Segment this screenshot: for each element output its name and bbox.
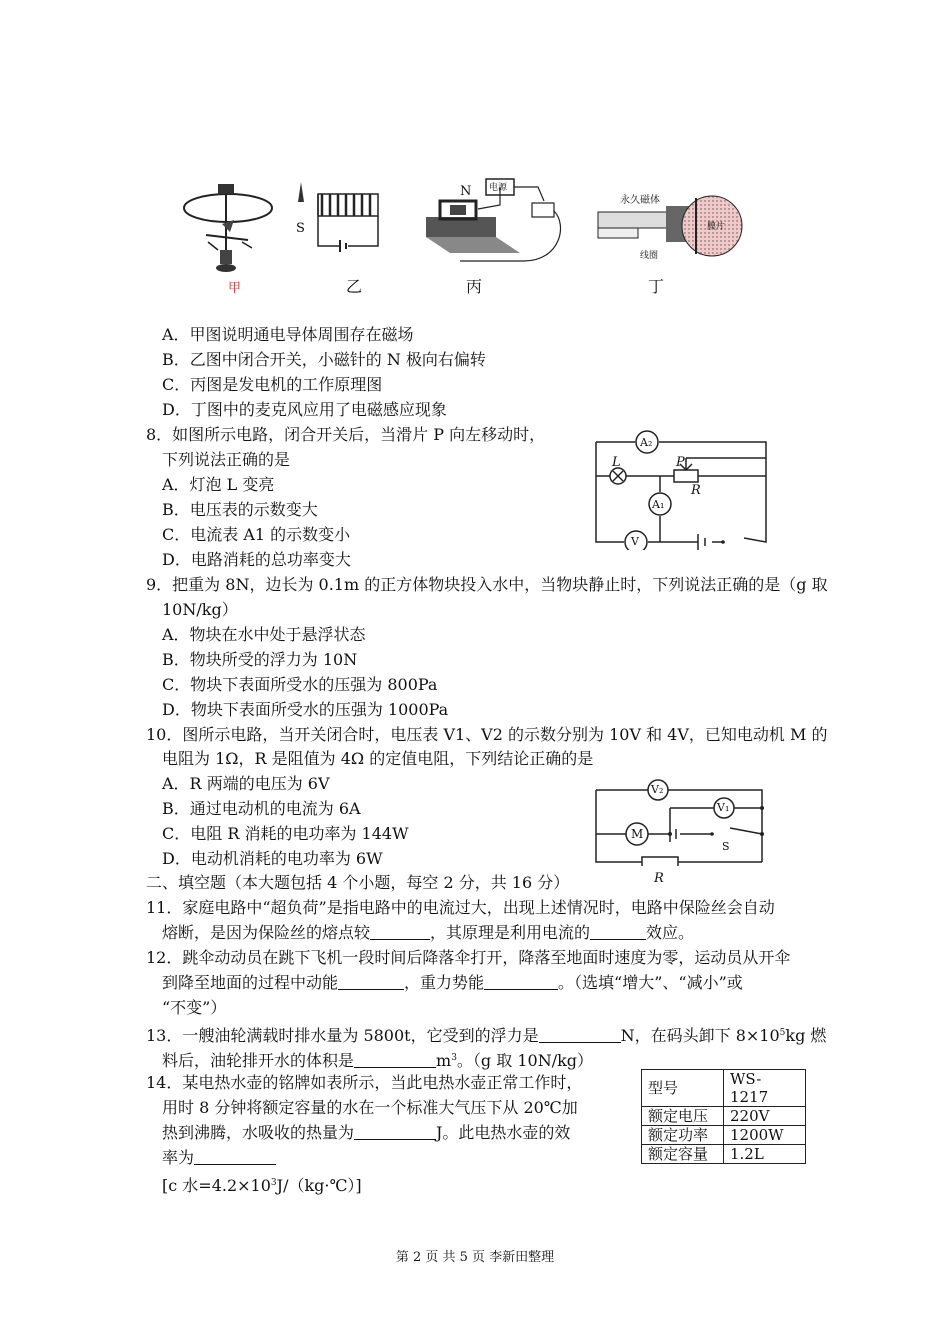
q12-blank-2[interactable] xyxy=(484,974,558,990)
q13-line2 xyxy=(162,1047,593,1072)
q8-lamp-label: L xyxy=(612,455,621,470)
q12-line1: 12．跳伞动动员在跳下飞机一段时间后降落伞打开，降落至地面时速度为零，运动员从开伞 xyxy=(146,948,791,967)
q12-text-c: 。（选填“增大”、“减小”或 xyxy=(558,973,743,992)
q8-stem-line1: 8．如图所示电路，闭合开关后，当滑片 P 向左移动时， xyxy=(146,425,546,444)
spec-key: 额定功率 xyxy=(642,1126,724,1145)
q14-text-a: 热到沸腾，水吸收的热量为 xyxy=(162,1123,355,1142)
q13-line1 xyxy=(146,1022,826,1047)
q12-blank-1[interactable] xyxy=(338,974,404,990)
q9-option-d: D．物块下表面所受水的压强为 1000Pa xyxy=(162,700,449,719)
q13-exponent-1: 5 xyxy=(779,1028,786,1038)
spec-key: 额定容量 xyxy=(642,1145,724,1164)
q11-text-c: 效应。 xyxy=(646,923,695,942)
q8-slider-label: P xyxy=(676,455,685,470)
q9-option-b: B．物块所受的浮力为 10N xyxy=(162,650,358,669)
q10-resistor-label: R xyxy=(654,871,664,886)
q8-option-a: A．灯泡 L 变亮 xyxy=(162,475,275,494)
figure-ding-membrane-label: 膜片 xyxy=(707,222,726,232)
spec-value: 220V xyxy=(724,1107,806,1126)
figure-yi xyxy=(292,180,392,255)
q7-option-a: A．甲图说明通电导体周围存在磁场 xyxy=(162,325,414,344)
q9-stem-line2: 10N/kg） xyxy=(162,600,238,619)
q7-option-d: D．丁图中的麦克风应用了电磁感应现象 xyxy=(162,400,447,419)
q11-blank-1[interactable] xyxy=(370,924,430,940)
q14-blank-2[interactable] xyxy=(194,1149,276,1165)
q8-option-d: D．电路消耗的总功率变大 xyxy=(162,550,351,569)
q14-line4 xyxy=(162,1147,276,1169)
q9-stem-line1: 9．把重为 8N，边长为 0.1m 的正方体物块投入水中，当物块静止时，下列说法正确的是（g 取 xyxy=(146,575,828,594)
q11-line2 xyxy=(162,922,694,944)
q10-motor-label: M xyxy=(631,827,644,841)
spec-value: WS-1217 xyxy=(724,1070,806,1107)
q8-ammeter-a2: A₂ xyxy=(640,436,653,449)
q8-voltmeter: V xyxy=(631,535,639,548)
q13-exponent-2: 3 xyxy=(451,1053,457,1063)
table-row xyxy=(642,1126,806,1145)
table-row xyxy=(642,1070,806,1107)
figure-label-bing: 丙 xyxy=(466,277,483,296)
page-footer: 第 2 页 共 5 页 李新田整理 xyxy=(395,1250,555,1265)
section-2-title: 二、填空题（本大题包括 4 个小题，每空 2 分，共 16 分） xyxy=(146,873,570,892)
q10-voltmeter-v2: V₂ xyxy=(651,783,664,796)
q13-text-f: 。（g 取 10N/kg） xyxy=(456,1051,594,1070)
figure-label-yi: 乙 xyxy=(346,277,363,296)
q13-text-d: 料后，油轮排开水的体积是 xyxy=(162,1051,355,1070)
spec-key: 额定电压 xyxy=(642,1107,724,1126)
q10-stem-line1: 10．图所示电路，当开关闭合时，电压表 V1、V2 的示数分别为 10V 和 4V，已知电动机 M 的 xyxy=(146,725,828,744)
q14-text-d: [c 水=4.2×10 xyxy=(162,1176,271,1195)
q10-option-a: A．R 两端的电压为 6V xyxy=(162,774,330,793)
figure-ding-coil-label: 线圈 xyxy=(640,251,659,261)
q12-text-b: ，重力势能 xyxy=(404,973,485,992)
q8-option-b: B．电压表的示数变大 xyxy=(162,500,318,519)
q10-option-c: C．电阻 R 消耗的电功率为 144W xyxy=(162,824,409,843)
q11-blank-2[interactable] xyxy=(590,924,646,940)
spec-key: 型号 xyxy=(642,1070,724,1107)
q13-text-b: N，在码头卸下 8×10 xyxy=(620,1026,780,1045)
q14-line1: 14．某电热水壶的铭牌如表所示，当此电热水壶正常工作时， xyxy=(146,1073,583,1092)
q8-circuit-diagram xyxy=(588,428,773,550)
q10-option-b: B．通过电动机的电流为 6A xyxy=(162,799,361,818)
q14-line2: 用时 8 分钟将额定容量的水在一个标准大气压下从 20℃加 xyxy=(162,1098,578,1117)
q11-text-b: ，其原理是利用电流的 xyxy=(430,923,591,942)
q8-option-c: C．电流表 A1 的示数变小 xyxy=(162,525,351,544)
q13-text-e: m xyxy=(436,1051,452,1070)
kettle-spec-table xyxy=(641,1069,806,1164)
q14-text-e: J/（kg·℃）] xyxy=(276,1176,362,1195)
q12-text-a: 到降至地面的过程中动能 xyxy=(162,973,339,992)
q12-line2 xyxy=(162,972,743,994)
q14-exponent: 3 xyxy=(270,1178,277,1188)
q10-stem-line2: 电阻为 1Ω，R 是阻值为 4Ω 的定值电阻，下列结论正确的是 xyxy=(162,749,594,768)
q14-line3 xyxy=(162,1122,570,1144)
q8-stem-line2: 下列说法正确的是 xyxy=(162,450,291,469)
q12-line3: “不变”） xyxy=(162,998,227,1017)
figure-ding-magnet-label: 永久磁体 xyxy=(620,195,660,206)
figure-label-jia: 甲 xyxy=(228,281,242,296)
q9-option-a: A．物块在水中处于悬浮状态 xyxy=(162,625,366,644)
q14-line5 xyxy=(162,1172,362,1197)
figure-bing-north-label: N xyxy=(460,184,472,199)
figure-bing-power-label: 电源 xyxy=(489,183,508,193)
q13-text-a: 13．一艘油轮满载时排水量为 5800t，它受到的浮力是 xyxy=(146,1026,539,1045)
q8-resistor-label: R xyxy=(691,483,701,498)
q14-text-c: 率为 xyxy=(162,1148,195,1167)
q10-circuit-diagram xyxy=(590,778,770,866)
spec-value: 1200W xyxy=(724,1126,806,1145)
q14-blank-1[interactable] xyxy=(354,1124,436,1140)
q13-blank-1[interactable] xyxy=(539,1027,621,1043)
q10-option-d: D．电动机消耗的电功率为 6W xyxy=(162,849,383,868)
figure-yi-south-label: S xyxy=(296,221,305,236)
q13-text-c: kg 燃 xyxy=(785,1026,827,1045)
q8-ammeter-a1: A₁ xyxy=(652,498,665,511)
q7-option-b: B．乙图中闭合开关，小磁针的 N 极向右偏转 xyxy=(162,350,486,369)
spec-value: 1.2L xyxy=(724,1145,806,1164)
q10-voltmeter-v1: V₁ xyxy=(717,801,730,814)
figure-jia xyxy=(178,180,278,275)
q7-option-c: C．丙图是发电机的工作原理图 xyxy=(162,375,383,394)
table-row xyxy=(642,1145,806,1164)
q13-blank-2[interactable] xyxy=(354,1052,436,1068)
q11-line1: 11．家庭电路中“超负荷”是指电路中的电流过大，出现上述情况时，电路中保险丝会自动 xyxy=(146,898,775,917)
table-row xyxy=(642,1107,806,1126)
q11-text-a: 熔断，是因为保险丝的熔点较 xyxy=(162,923,371,942)
figure-label-ding: 丁 xyxy=(648,277,665,296)
q9-option-c: C．物块下表面所受水的压强为 800Pa xyxy=(162,675,438,694)
q14-text-b: J。此电热水壶的效 xyxy=(436,1123,571,1142)
q10-switch-label: S xyxy=(722,840,730,853)
